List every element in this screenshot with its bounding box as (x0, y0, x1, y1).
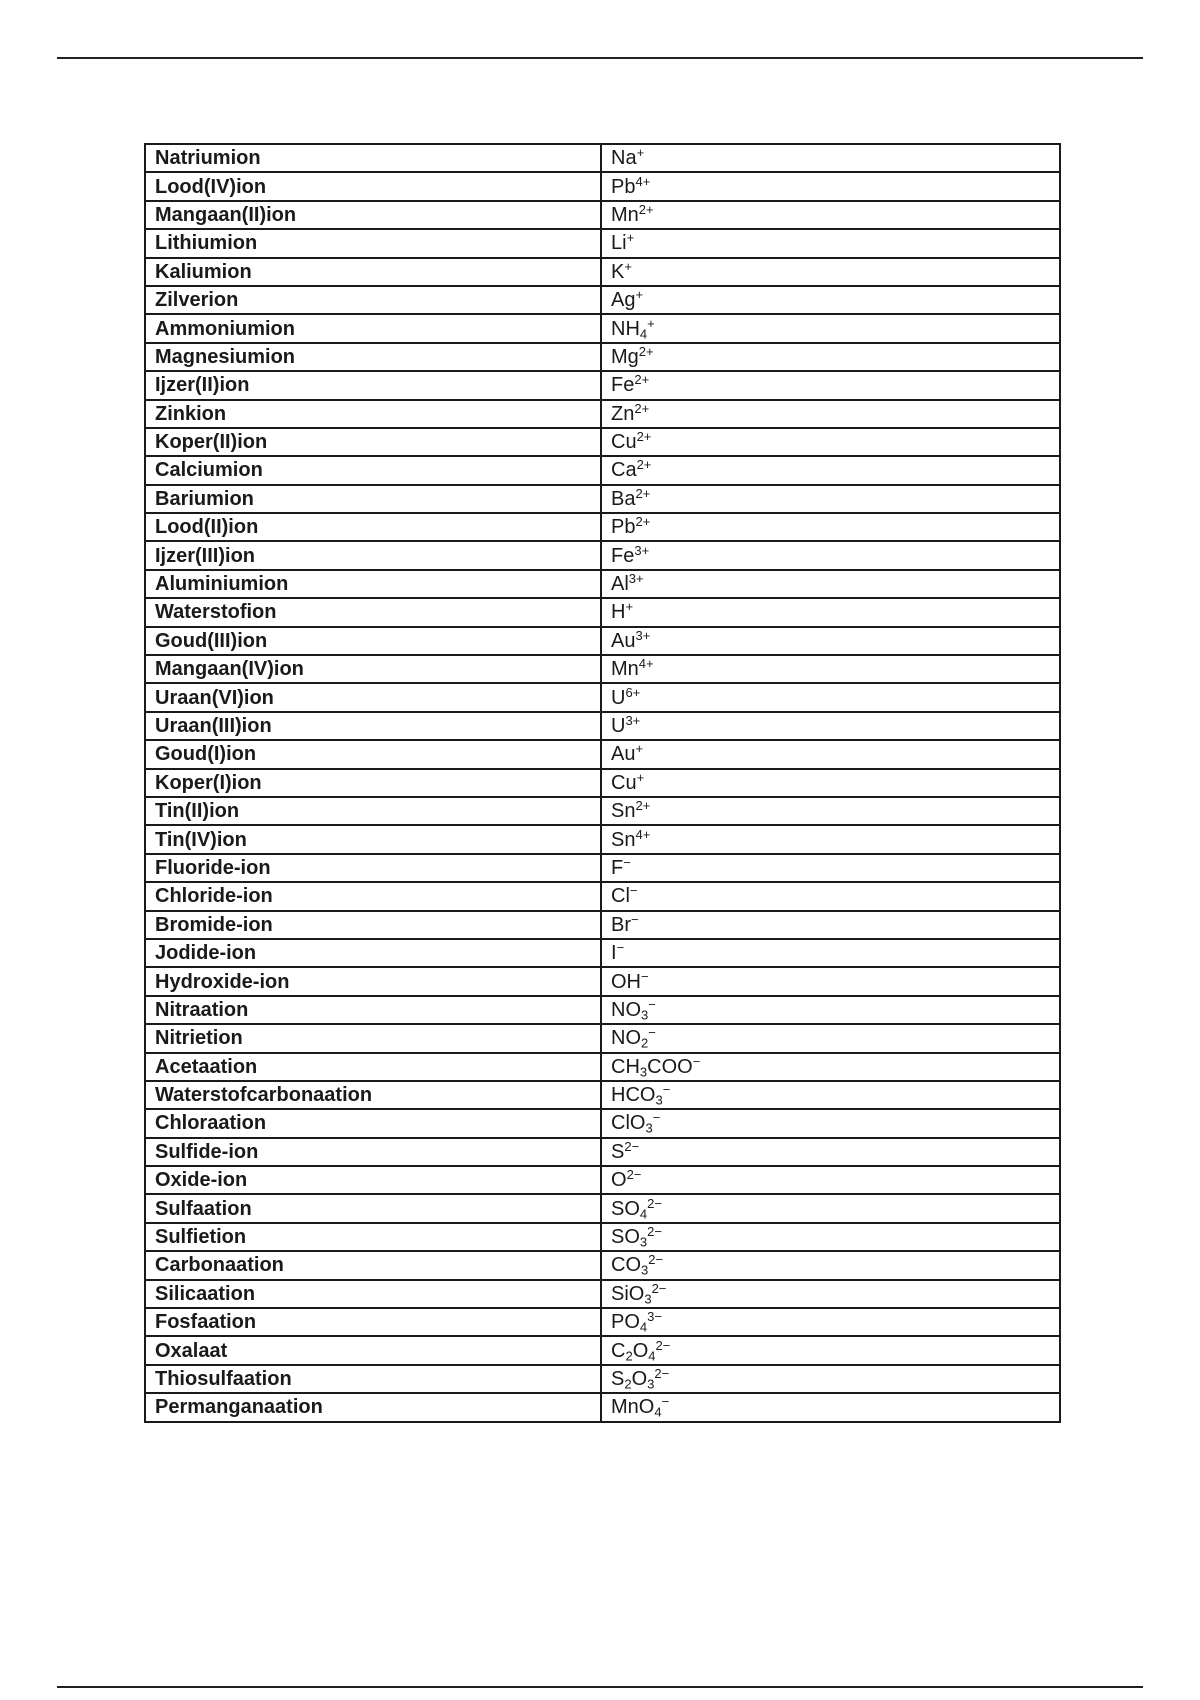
ion-name: Kaliumion (145, 258, 601, 286)
formula-charge: + (626, 230, 635, 246)
ion-formula (601, 1138, 1060, 1166)
formula-charge: − (661, 1394, 670, 1410)
table-row (145, 683, 1060, 711)
table-row (145, 428, 1060, 456)
formula-symbol: O (632, 1339, 649, 1362)
table-row (145, 882, 1060, 910)
ion-name: Zinkion (145, 400, 601, 428)
formula-charge: − (623, 854, 631, 870)
table-row (145, 1024, 1060, 1052)
formula-charge: 2+ (635, 798, 651, 814)
formula-charge: 2+ (638, 343, 654, 359)
formula-charge: 2+ (635, 514, 651, 530)
table-row (145, 1166, 1060, 1194)
formula-charge: 4+ (635, 826, 651, 842)
table-row (145, 854, 1060, 882)
formula-symbol: SO (611, 1226, 640, 1249)
ion-formula (601, 712, 1060, 740)
ion-name: Sulfide-ion (145, 1138, 601, 1166)
formula-symbol: O (631, 1367, 648, 1390)
ion-formula (601, 1393, 1060, 1421)
formula-charge: − (629, 883, 638, 899)
table-row (145, 769, 1060, 797)
formula-charge: 2− (647, 1223, 662, 1239)
ion-name: Waterstofcarbonaation (145, 1081, 601, 1109)
ion-name: Tin(IV)ion (145, 825, 601, 853)
formula-charge: 2+ (638, 201, 654, 217)
formula-symbol: CH (611, 1055, 640, 1078)
table-row (145, 371, 1060, 399)
formula-symbol: Ca (611, 459, 637, 482)
formula-subscript: 4 (648, 1347, 656, 1363)
formula-charge: 3+ (634, 542, 650, 558)
table-row (145, 1223, 1060, 1251)
formula-subscript: 3 (644, 1291, 652, 1307)
ion-formula (601, 485, 1060, 513)
formula-symbol: I (611, 942, 617, 965)
formula-subscript: 2 (624, 1376, 632, 1392)
formula-symbol: H (611, 601, 626, 624)
formula-symbol: SiO (611, 1282, 645, 1305)
formula-charge: − (641, 968, 649, 984)
formula-charge: − (662, 1081, 671, 1097)
ion-formula (601, 343, 1060, 371)
ion-table (144, 143, 1061, 1423)
formula-charge: + (636, 145, 645, 161)
ion-name: Lithiumion (145, 229, 601, 257)
ion-formula (601, 1280, 1060, 1308)
formula-symbol: MnO (611, 1396, 655, 1419)
ion-formula (601, 371, 1060, 399)
ion-name: Koper(I)ion (145, 769, 601, 797)
formula-charge: 2+ (636, 457, 652, 473)
formula-subscript: 3 (639, 1234, 648, 1250)
formula-subscript: 4 (639, 325, 648, 341)
formula-symbol: Zn (611, 402, 635, 425)
formula-symbol: C (611, 1339, 626, 1362)
ion-formula (601, 769, 1060, 797)
formula-symbol: Fe (611, 544, 635, 567)
formula-charge: − (648, 1025, 656, 1041)
formula-charge: 2− (624, 1138, 640, 1154)
formula-charge: + (625, 599, 634, 615)
table-row (145, 1081, 1060, 1109)
ion-formula (601, 1024, 1060, 1052)
table-row (145, 1053, 1060, 1081)
formula-symbol: NO (611, 998, 641, 1021)
ion-formula (601, 683, 1060, 711)
table-row (145, 456, 1060, 484)
ion-formula (601, 1223, 1060, 1251)
formula-symbol: S (611, 1367, 625, 1390)
ion-formula (601, 513, 1060, 541)
ion-formula (601, 655, 1060, 683)
table-row (145, 1280, 1060, 1308)
formula-symbol: Sn (611, 828, 636, 851)
ion-name: Koper(II)ion (145, 428, 601, 456)
formula-charge: 3+ (635, 627, 651, 643)
table-row (145, 1194, 1060, 1222)
ion-name: Thiosulfaation (145, 1365, 601, 1393)
table-row (145, 825, 1060, 853)
formula-symbol: NO (611, 1027, 641, 1050)
ion-name: Bromide-ion (145, 911, 601, 939)
ion-formula (601, 1336, 1060, 1364)
ion-name: Nitrietion (145, 1024, 601, 1052)
formula-symbol: Ag (611, 289, 636, 312)
ion-name: Goud(I)ion (145, 740, 601, 768)
formula-charge: 2− (651, 1280, 667, 1296)
header-rule (57, 57, 1143, 59)
formula-symbol: SO (611, 1197, 640, 1220)
table-row (145, 513, 1060, 541)
formula-symbol: CO (611, 1254, 641, 1277)
ion-formula (601, 598, 1060, 626)
ion-name: Uraan(VI)ion (145, 683, 601, 711)
formula-subscript: 3 (639, 1063, 648, 1079)
formula-charge: 2+ (634, 400, 650, 416)
formula-symbol: Cu (611, 431, 637, 454)
ion-name: Ijzer(II)ion (145, 371, 601, 399)
ion-formula (601, 1081, 1060, 1109)
formula-symbol: Au (611, 629, 636, 652)
formula-symbol: COO (647, 1055, 693, 1078)
formula-charge: 2− (655, 1337, 671, 1353)
ion-name: Hydroxide-ion (145, 967, 601, 995)
table-row (145, 712, 1060, 740)
ion-formula (601, 854, 1060, 882)
ion-formula (601, 1308, 1060, 1336)
formula-symbol: Mn (611, 658, 639, 681)
formula-symbol: Cu (611, 771, 637, 794)
ion-name: Magnesiumion (145, 343, 601, 371)
ion-name: Silicaation (145, 1280, 601, 1308)
table-row (145, 598, 1060, 626)
table-row (145, 740, 1060, 768)
table-row (145, 1365, 1060, 1393)
ion-name: Oxalaat (145, 1336, 601, 1364)
formula-symbol: F (611, 856, 624, 879)
ion-name: Jodide-ion (145, 939, 601, 967)
formula-symbol: U (611, 686, 626, 709)
formula-subscript: 3 (655, 1092, 663, 1108)
table-row (145, 258, 1060, 286)
table-row (145, 627, 1060, 655)
formula-symbol: ClO (611, 1112, 646, 1135)
formula-subscript: 3 (645, 1120, 653, 1136)
table-row (145, 343, 1060, 371)
formula-subscript: 3 (647, 1376, 655, 1392)
ion-name: Mangaan(IV)ion (145, 655, 601, 683)
ion-formula (601, 258, 1060, 286)
ion-name: Goud(III)ion (145, 627, 601, 655)
ion-name: Zilverion (145, 286, 601, 314)
ion-formula (601, 1365, 1060, 1393)
ion-name: Oxide-ion (145, 1166, 601, 1194)
formula-subscript: 3 (641, 1007, 649, 1023)
table-row (145, 996, 1060, 1024)
table-row (145, 229, 1060, 257)
formula-symbol: Pb (611, 175, 636, 198)
ion-formula (601, 1166, 1060, 1194)
ion-name: Ammoniumion (145, 314, 601, 342)
ion-formula (601, 541, 1060, 569)
ion-formula (601, 286, 1060, 314)
formula-symbol: Ba (611, 487, 636, 510)
formula-subscript: 2 (625, 1347, 633, 1363)
formula-charge: 2− (626, 1167, 642, 1183)
formula-symbol: Al (611, 573, 629, 596)
formula-symbol: Au (611, 743, 636, 766)
formula-charge: − (616, 939, 625, 955)
ion-formula (601, 1194, 1060, 1222)
formula-charge: 4+ (638, 656, 654, 672)
ion-formula (601, 400, 1060, 428)
ion-formula (601, 1109, 1060, 1137)
ion-formula (601, 882, 1060, 910)
formula-subscript: 3 (641, 1262, 649, 1278)
footer-rule (57, 1686, 1143, 1688)
ion-formula (601, 172, 1060, 200)
ion-formula (601, 570, 1060, 598)
ion-name: Nitraation (145, 996, 601, 1024)
formula-symbol: NH (611, 317, 640, 340)
ion-name: Lood(IV)ion (145, 172, 601, 200)
ion-formula (601, 201, 1060, 229)
ion-formula (601, 939, 1060, 967)
ion-name: Bariumion (145, 485, 601, 513)
ion-formula (601, 627, 1060, 655)
table-row (145, 1393, 1060, 1421)
formula-symbol: O (611, 1169, 627, 1192)
formula-charge: − (648, 996, 656, 1012)
ion-name: Ijzer(III)ion (145, 541, 601, 569)
table-row (145, 797, 1060, 825)
table-row (145, 1138, 1060, 1166)
ion-formula (601, 740, 1060, 768)
table-row (145, 400, 1060, 428)
ion-name: Carbonaation (145, 1251, 601, 1279)
formula-symbol: K (611, 260, 625, 283)
table-row (145, 911, 1060, 939)
table-row (145, 314, 1060, 342)
formula-charge: 6+ (625, 684, 641, 700)
formula-charge: 2− (647, 1195, 662, 1211)
ion-formula (601, 996, 1060, 1024)
ion-name: Sulfietion (145, 1223, 601, 1251)
formula-symbol: Sn (611, 800, 636, 823)
ion-formula (601, 144, 1060, 172)
ion-name: Fosfaation (145, 1308, 601, 1336)
ion-name: Lood(II)ion (145, 513, 601, 541)
formula-charge: 2+ (636, 428, 652, 444)
formula-charge: + (647, 315, 655, 331)
ion-formula (601, 428, 1060, 456)
ion-formula (601, 825, 1060, 853)
ion-name: Acetaation (145, 1053, 601, 1081)
ion-formula (601, 911, 1060, 939)
formula-charge: 2+ (635, 485, 651, 501)
formula-charge: 3+ (628, 570, 644, 586)
ion-formula (601, 797, 1060, 825)
table-row (145, 286, 1060, 314)
formula-charge: + (635, 741, 644, 757)
ion-name: Tin(II)ion (145, 797, 601, 825)
ion-name: Uraan(III)ion (145, 712, 601, 740)
formula-symbol: S (611, 1140, 625, 1163)
ion-formula (601, 967, 1060, 995)
ion-name: Waterstofion (145, 598, 601, 626)
ion-name: Sulfaation (145, 1194, 601, 1222)
table-row (145, 1109, 1060, 1137)
table-row (145, 939, 1060, 967)
formula-symbol: U (611, 715, 626, 737)
ion-table-body (145, 144, 1060, 1422)
ion-formula (601, 1053, 1060, 1081)
formula-charge: + (624, 258, 632, 274)
formula-symbol: Br (611, 913, 631, 936)
formula-charge: 3− (647, 1309, 662, 1325)
table-row (145, 1336, 1060, 1364)
ion-name: Natriumion (145, 144, 601, 172)
formula-charge: 4+ (635, 173, 651, 189)
formula-charge: + (636, 769, 645, 785)
formula-symbol: Na (611, 147, 637, 170)
formula-charge: 2+ (634, 372, 650, 388)
ion-name: Permanganaation (145, 1393, 601, 1421)
formula-charge: 2− (654, 1365, 670, 1381)
ion-name: Calciumion (145, 456, 601, 484)
table-row (145, 541, 1060, 569)
ion-formula (601, 314, 1060, 342)
ion-name: Chloraation (145, 1109, 601, 1137)
ion-formula (601, 456, 1060, 484)
formula-charge: − (631, 911, 639, 927)
table-row (145, 1308, 1060, 1336)
ion-name: Fluoride-ion (145, 854, 601, 882)
formula-symbol: Pb (611, 516, 636, 539)
ion-formula (601, 1251, 1060, 1279)
formula-symbol: Li (611, 232, 627, 255)
formula-symbol: Mn (611, 203, 639, 226)
table-row (145, 485, 1060, 513)
formula-subscript: 4 (639, 1205, 648, 1221)
table-row (145, 967, 1060, 995)
formula-subscript: 2 (641, 1035, 649, 1051)
formula-charge: − (652, 1110, 661, 1126)
ion-name: Aluminiumion (145, 570, 601, 598)
table-row (145, 1251, 1060, 1279)
ion-name: Chloride-ion (145, 882, 601, 910)
formula-subscript: 4 (639, 1319, 648, 1335)
table-row (145, 172, 1060, 200)
formula-charge: 2− (648, 1252, 664, 1268)
ion-name: Mangaan(II)ion (145, 201, 601, 229)
ion-formula (601, 229, 1060, 257)
formula-symbol: Cl (611, 885, 630, 908)
formula-subscript: 4 (654, 1404, 662, 1420)
formula-symbol: HCO (611, 1084, 656, 1107)
formula-charge: 3+ (625, 712, 641, 728)
table-row (145, 570, 1060, 598)
formula-symbol: OH (611, 970, 641, 993)
formula-charge: + (635, 287, 644, 302)
formula-charge: − (692, 1053, 701, 1069)
table-row (145, 144, 1060, 172)
formula-symbol: Mg (611, 345, 639, 368)
formula-symbol: Fe (611, 374, 635, 397)
table-row (145, 655, 1060, 683)
table-row (145, 201, 1060, 229)
formula-symbol: PO (611, 1311, 640, 1334)
